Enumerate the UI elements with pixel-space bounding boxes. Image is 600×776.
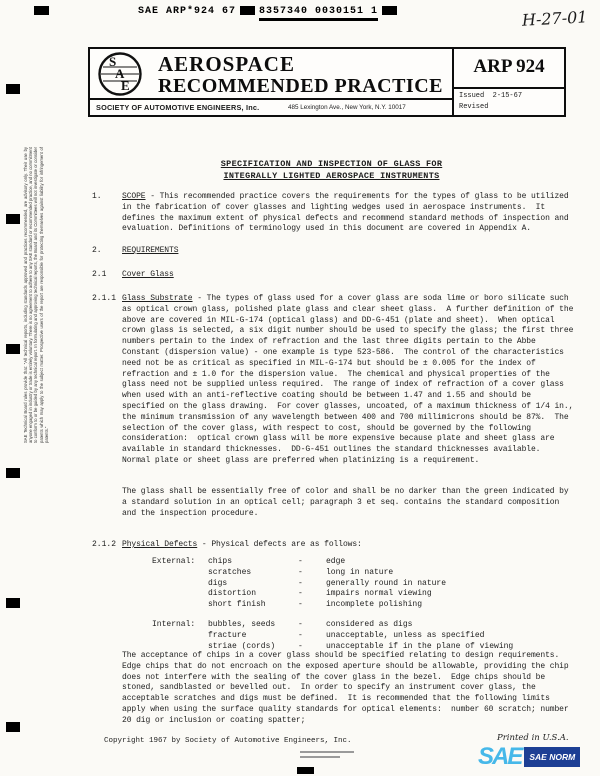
defect-row	[152, 579, 572, 590]
defect-term: bubbles, seeds	[208, 619, 276, 629]
section-2-number: 2.	[92, 246, 102, 255]
section-1-scope	[122, 192, 577, 235]
doc-number: ARP 924	[473, 56, 545, 77]
svg-text:E: E	[121, 78, 130, 93]
defect-dash: -	[298, 630, 303, 640]
defect-term: striae (cords)	[208, 641, 276, 651]
defect-dash: -	[298, 567, 303, 577]
defect-row	[152, 557, 572, 568]
revised-label: Revised	[459, 103, 489, 111]
section-2-1-2-number: 2.1.2	[92, 540, 117, 549]
practice-title-line1: AEROSPACE	[158, 52, 295, 76]
issue-area	[454, 87, 564, 115]
defect-desc: impairs normal viewing	[326, 589, 432, 599]
defect-term: chips	[208, 557, 233, 566]
issued-date: 2-15-67	[492, 92, 523, 100]
defect-desc: unacceptable if in the plane of viewing	[326, 641, 514, 651]
society-address: 485 Lexington Ave., New York, N.Y. 10017	[288, 104, 406, 111]
title-block	[88, 47, 566, 117]
punch-mark	[6, 598, 20, 608]
registration-mark	[34, 6, 49, 15]
handwritten-date-note: H-27-01	[521, 7, 588, 30]
registration-mark	[297, 767, 314, 774]
doc-number-cell	[452, 49, 564, 115]
defect-group-label: Internal:	[152, 619, 196, 629]
color-paragraph: The glass shall be essentially free of color and shall be no darker than the green indicated by a standard solution in an optical cell; paragraph 3 et seq. contains the standard composition and the inspection procedure.	[122, 487, 574, 518]
printed-in-usa: Printed in U.S.A.	[497, 733, 569, 743]
defect-term: digs	[208, 578, 228, 588]
defect-dash: -	[298, 600, 303, 610]
defect-dash: -	[298, 578, 303, 588]
defect-dash: -	[298, 641, 303, 651]
section-2-requirements	[122, 246, 577, 257]
section-2-1-2-heading: Physical Defects	[122, 540, 198, 549]
punch-mark	[6, 214, 20, 224]
section-2-1-2-physical-defects	[122, 540, 577, 551]
stamp-smudge	[300, 751, 354, 753]
defect-desc: incomplete polishing	[326, 600, 423, 610]
sae-logo-icon	[96, 51, 144, 97]
section-2-1-1-heading: Glass Substrate	[122, 294, 193, 303]
section-2-1-heading: Cover Glass	[122, 270, 174, 279]
sae-norm-logo-icon: SAE	[478, 743, 522, 770]
defect-row	[152, 568, 572, 579]
section-2-heading: REQUIREMENTS	[122, 246, 179, 255]
section-2-1-1-number: 2.1.1	[92, 294, 117, 303]
defect-group-label: External:	[152, 557, 196, 566]
barcode-doc-id: SAE ARP*924 67	[138, 6, 237, 18]
society-row	[90, 98, 452, 115]
defect-term: scratches	[208, 567, 252, 577]
stamp-smudge	[300, 756, 340, 758]
document-title-line1: SPECIFICATION AND INSPECTION OF GLASS FOR	[220, 159, 443, 169]
acceptance-paragraph: The acceptance of chips in a cover glass should be specified relating to design requirements. Edge chips that do not encroach on the exposed aperture should be allowable, providing the chip does not interfere with the sealing of the cover glass in the bezel. Edge chips should be stoned, sandblasted or bevelled out. In order to specify an instrument cover glass, the acceptable scratches and digs must be defined. It is recommended that the following limits apply when using the surface quality standards for optical elements: number 60 scratch; number 20 dig or inclusion or coating spatter;	[122, 651, 574, 725]
barcode-block-icon	[240, 6, 255, 15]
document-title	[88, 158, 575, 182]
copyright-line: Copyright 1967 by Society of Automotive Engineers, Inc.	[104, 737, 352, 745]
barcode-block-icon	[382, 6, 397, 15]
defects-table	[152, 557, 572, 652]
defect-row	[152, 620, 572, 631]
section-2-1-number: 2.1	[92, 270, 107, 279]
section-2-1-cover-glass	[122, 270, 577, 281]
defect-row	[152, 600, 572, 611]
section-2-1-1-body: - The types of glass used for a cover glass are soda lime or boro silicate such as optical crown glass, polished plate glass and clear sheet glass. A further definition of the above are covered in MIL-G-174 (optical glass) and DD-G-451 (plate and sheet). When optical crown glass is selected, a six digit number should be used to specify the glass; the first three numbers pertain to the index of refraction and the last three digits pertain to the Abbe Constant (dispersion value) - one example is type 523-586. The control of the characteristics need not be as critical as specified in MIL-G-174 but should be ± 0.005 for the index of refraction and ± 1.0 for the dispersion value. The chemical and physical properties of the glass need not be supplied unless required. The range of index of refraction of a cover glass when used with an anti-reflective coating should be between 1.47 and 1.55 and should be specified on the glass drawing. For cover glasses, uncoated, of a maximum thickness of 1/4 in., the minimum transmission of any wavelength between 400 and 700 millimicrons should be 87%. The selection of the cover glass, with respect to cost, should be governed by the following consideration: optical crown glass will be more expensive because plate and sheet glass are available in standard thicknesses. DD-G-451 outlines the standard thicknesses available. Normal plate or sheet glass are preferred when platinizing is a requirement.	[122, 294, 578, 465]
side-disclaimer-text: SAE Technical Board rules provide that: "All technical reports, including standards approved and practices recommended, are advisory only. Their use by anyone engaged in industry or trade is entirely voluntary. There is no agreement to adhere to any SAE standard or recommended practice, and no commitment to conform to or be guided by any technical report. In formulating and approving technical reports, the Board and its Committees will not investigate or consider patents which may apply to the subject matter. Prospective users of the report are responsible for protecting themselves against liability for infringement of patents."	[23, 147, 49, 443]
defect-dash: -	[298, 557, 303, 566]
defect-row	[152, 589, 572, 600]
defect-term: distortion	[208, 589, 257, 599]
society-name: SOCIETY OF AUTOMOTIVE ENGINEERS, Inc.	[96, 103, 260, 112]
document-title-line2: INTEGRALLY LIGHTED AEROSPACE INSTRUMENTS	[223, 171, 440, 181]
revised-line	[459, 103, 488, 112]
section-1-body: - This recommended practice covers the requirements for the types of glass to be utilized in the fabrication of cover glasses and lighting wedges used in aerospace instruments. It defines the maximum extent of physical defects and recommend standard methods of inspection and evaluation. Definitions of terminology used in this document are covered in Appendix A.	[122, 192, 574, 234]
issued-label: Issued	[459, 92, 485, 100]
catalog-barcode-line	[138, 6, 401, 18]
sae-norm-stamp	[478, 745, 580, 769]
punch-mark	[6, 84, 20, 94]
practice-title-line2: RECOMMENDED PRACTICE	[158, 75, 443, 97]
svg-text:S: S	[109, 54, 117, 69]
section-1-heading: SCOPE	[122, 192, 146, 201]
section-2-1-2-body: - Physical defects are as follows:	[197, 540, 362, 549]
punch-mark	[6, 344, 20, 354]
defect-desc: edge	[326, 557, 346, 566]
defect-desc: long in nature	[326, 567, 394, 577]
defect-desc: considered as digs	[326, 619, 413, 629]
barcode-serial: 8357340 0030151 1	[259, 6, 378, 21]
svg-text:A: A	[115, 66, 125, 81]
defect-term: fracture	[208, 630, 247, 640]
sae-norm-label: SAE NORM	[524, 747, 580, 767]
issued-line	[459, 92, 522, 101]
section-2-1-1-glass-substrate	[122, 294, 577, 467]
section-1-number: 1.	[92, 192, 102, 201]
defect-desc: generally round in nature	[326, 578, 447, 588]
defect-dash: -	[298, 619, 303, 629]
punch-mark	[6, 722, 20, 732]
defect-row	[152, 631, 572, 642]
defect-dash: -	[298, 589, 303, 599]
defect-desc: unacceptable, unless as specified	[326, 630, 485, 640]
punch-mark	[6, 468, 20, 478]
defect-term: short finish	[208, 600, 266, 610]
